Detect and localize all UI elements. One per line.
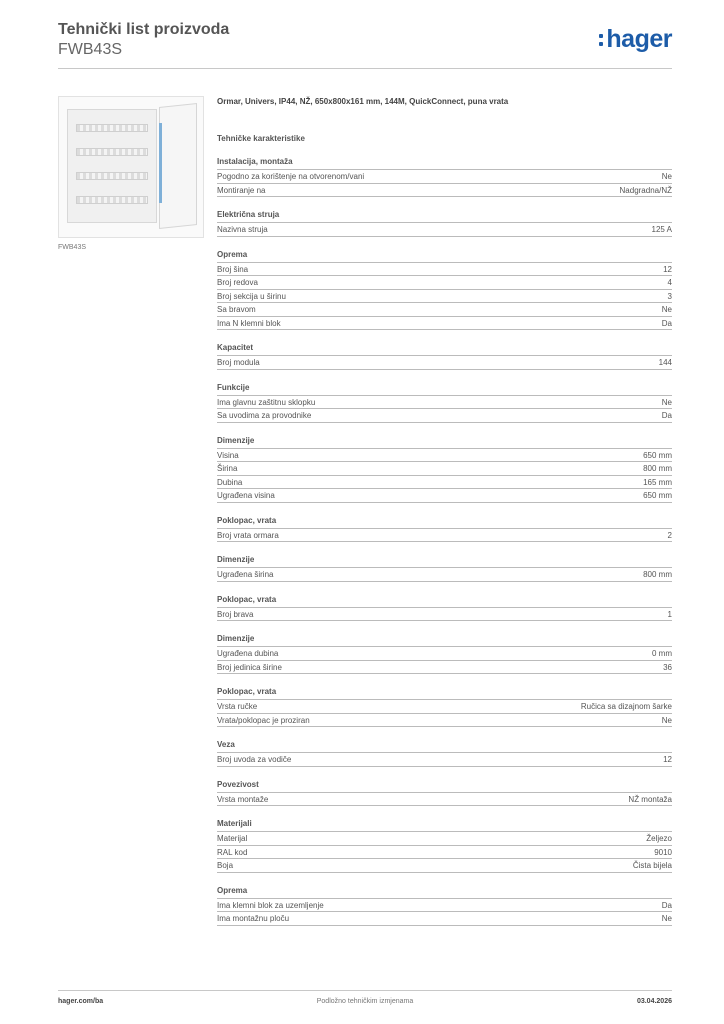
spec-label: Ima klemni blok za uzemljenje [217, 900, 324, 910]
spec-label: Montiranje na [217, 185, 266, 195]
spec-value: Ne [661, 715, 672, 725]
spec-label: RAL kod [217, 847, 248, 857]
spec-value: 4 [667, 278, 672, 287]
product-description: Ormar, Univers, IP44, NŽ, 650x800x161 mm, 144M, QuickConnect, puna vrata [217, 97, 509, 106]
spec-value: Ručica sa dizajnom šarke [580, 702, 672, 711]
spec-row [217, 356, 672, 370]
spec-row [217, 449, 672, 463]
spec-group [217, 818, 672, 873]
spec-group-title: Funkcije [217, 382, 672, 396]
spec-row [217, 263, 672, 277]
spec-value: 2 [667, 530, 672, 540]
spec-group-title: Električna struja [217, 209, 672, 223]
spec-label: Broj šina [217, 264, 249, 274]
spec-group-title: Oprema [217, 885, 672, 899]
spec-group-title: Poklopac, vrata [217, 515, 672, 529]
spec-label: Vrsta montaže [217, 794, 269, 804]
spec-row [217, 753, 672, 767]
spec-row [217, 462, 672, 476]
spec-group-title: Oprema [217, 249, 672, 263]
spec-value: 0 mm [652, 649, 672, 658]
spec-value: 650 mm [643, 450, 672, 460]
spec-row [217, 859, 672, 873]
spec-group [217, 382, 672, 423]
spec-row [217, 184, 672, 198]
footer-website: hager.com/ba [58, 998, 104, 1005]
document-title: Tehnički list proizvoda [58, 21, 230, 38]
spec-group [217, 515, 672, 543]
spec-label: Širina [217, 464, 238, 473]
spec-group-title: Poklopac, vrata [217, 594, 672, 608]
spec-group-title: Poklopac, vrata [217, 686, 672, 700]
spec-label: Ima N klemni blok [217, 318, 281, 328]
spec-group [217, 209, 672, 237]
spec-label: Ugrađena širina [217, 570, 274, 579]
spec-row [217, 290, 672, 304]
footer-note: Podložno tehničkim izmjenama [316, 998, 414, 1005]
spec-value: Ne [661, 914, 672, 923]
spec-group [217, 554, 672, 582]
spec-row [217, 912, 672, 926]
spec-row [217, 529, 672, 543]
spec-value: 125 A [651, 225, 672, 234]
spec-group [217, 594, 672, 622]
spec-group-title: Veza [217, 739, 672, 753]
spec-group-title: Dimenzije [217, 633, 672, 647]
spec-value: 144 [658, 358, 672, 367]
spec-label: Ugrađena visina [217, 491, 275, 500]
spec-label: Visina [217, 450, 239, 460]
cabinet-body [67, 109, 157, 223]
spec-label: Broj jedinica širine [217, 662, 282, 672]
spec-row [217, 568, 672, 582]
hager-logo [599, 24, 672, 54]
spec-group [217, 633, 672, 674]
spec-row [217, 223, 672, 237]
logo-text: hager [606, 25, 672, 53]
spec-row [217, 476, 672, 490]
spec-value: Nadgradna/NŽ [619, 185, 672, 195]
spec-row [217, 714, 672, 728]
spec-row [217, 846, 672, 860]
spec-group [217, 435, 672, 503]
spec-group-title: Materijali [217, 818, 672, 832]
spec-value: Da [661, 900, 672, 910]
product-image [58, 96, 204, 238]
spec-content [217, 96, 672, 938]
footer-date: 03.04.2026 [636, 998, 672, 1005]
spec-row [217, 396, 672, 410]
spec-row [217, 303, 672, 317]
spec-label: Pogodno za korištenje na otvorenom/vani [217, 172, 365, 181]
spec-value: 1 [667, 609, 672, 619]
spec-label: Ima glavnu zaštitnu sklopku [217, 397, 316, 407]
header-divider [58, 68, 672, 69]
spec-label: Sa bravom [217, 305, 256, 314]
spec-row [217, 647, 672, 661]
spec-group [217, 156, 672, 197]
spec-row [217, 317, 672, 331]
spec-groups [217, 156, 672, 926]
spec-group-title: Kapacitet [217, 342, 672, 356]
spec-row [217, 489, 672, 503]
spec-value: NŽ montaža [628, 794, 672, 804]
spec-row [217, 661, 672, 675]
spec-value: Željezo [646, 834, 672, 843]
spec-value: Da [661, 411, 672, 420]
spec-row [217, 793, 672, 807]
spec-label: Dubina [217, 477, 243, 487]
spec-group [217, 779, 672, 807]
spec-row [217, 276, 672, 290]
spec-row [217, 832, 672, 846]
logo-dots-icon [599, 24, 604, 54]
spec-label: Sa uvodima za provodnike [217, 411, 312, 420]
spec-value: Ne [661, 305, 672, 314]
spec-group [217, 686, 672, 727]
spec-group-title: Povezivost [217, 779, 672, 793]
spec-label: Broj modula [217, 358, 260, 367]
spec-label: Broj sekcija u širinu [217, 291, 286, 301]
spec-label: Broj brava [217, 609, 254, 619]
spec-label: Boja [217, 861, 234, 870]
spec-label: Vrsta ručke [217, 702, 258, 711]
spec-row [217, 608, 672, 622]
spec-label: Broj uvoda za vodiče [217, 755, 292, 764]
spec-row [217, 700, 672, 714]
spec-group-title: Dimenzije [217, 554, 672, 568]
spec-value: Ne [661, 397, 672, 407]
spec-label: Broj vrata ormara [217, 530, 279, 540]
spec-value: 165 mm [643, 477, 672, 487]
footer-divider [58, 990, 672, 991]
spec-group-title: Dimenzije [217, 435, 672, 449]
spec-value: 12 [663, 755, 672, 764]
spec-value: 3 [667, 291, 672, 301]
product-code: FWB43S [58, 41, 123, 58]
spec-value: Ne [661, 172, 672, 181]
section-title: Tehničke karakteristike [217, 134, 305, 143]
spec-row [217, 899, 672, 913]
spec-label: Nazivna struja [217, 225, 268, 234]
image-caption: FWB43S [58, 244, 87, 251]
spec-group [217, 342, 672, 370]
cabinet-door [159, 103, 197, 229]
spec-label: Broj redova [217, 278, 258, 287]
spec-value: Da [661, 318, 672, 328]
spec-row [217, 409, 672, 423]
spec-value: 9010 [654, 847, 672, 857]
spec-label: Vrata/poklopac je proziran [217, 715, 310, 725]
spec-group [217, 885, 672, 926]
door-seal [159, 123, 162, 203]
page-header [58, 20, 672, 60]
spec-label: Ugrađena dubina [217, 649, 279, 658]
spec-value: 650 mm [643, 491, 672, 500]
spec-label: Ima montažnu ploču [217, 914, 290, 923]
spec-group [217, 249, 672, 331]
spec-value: Čista bijela [632, 861, 672, 870]
spec-value: 12 [663, 264, 672, 274]
spec-value: 800 mm [643, 464, 672, 473]
spec-label: Materijal [217, 834, 248, 843]
spec-value: 36 [663, 662, 672, 672]
spec-group [217, 739, 672, 767]
spec-row [217, 170, 672, 184]
spec-group-title: Instalacija, montaža [217, 156, 672, 170]
spec-value: 800 mm [643, 570, 672, 579]
